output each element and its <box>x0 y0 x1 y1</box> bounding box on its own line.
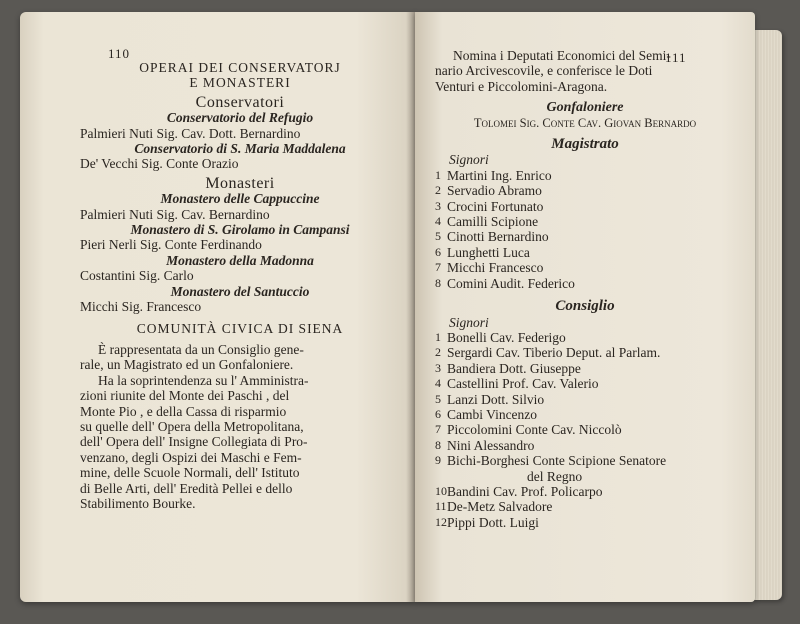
paragraph-line: Ha la soprintendenza su l' Amministra- <box>98 372 309 388</box>
item-name: Comini Audit. Federico <box>447 275 575 291</box>
item-number: 4 <box>435 376 441 391</box>
list-item <box>435 407 735 422</box>
person-name: De' Vecchi Sig. Conte Orazio <box>80 156 239 172</box>
paragraph-line: su quelle dell' Opera della Metropolitana, <box>80 418 304 434</box>
right-page <box>415 12 755 602</box>
list-item <box>435 168 735 183</box>
list-item <box>435 422 735 437</box>
item-number: 5 <box>435 391 441 406</box>
consiglio-signori: Signori <box>449 314 489 330</box>
monasteri-list <box>80 191 400 314</box>
item-number: 6 <box>435 406 441 421</box>
item-number: 3 <box>435 360 441 375</box>
paragraph-line: mine, delle Scuole Normali, dell' Istituto <box>80 465 300 481</box>
item-number: 11 <box>435 499 447 514</box>
item-name: Servadio Abramo <box>447 183 542 199</box>
item-name: Lunghetti Luca <box>447 244 530 260</box>
item-name: Bonelli Cav. Federigo <box>447 329 566 345</box>
item-number: 2 <box>435 183 441 198</box>
institution-name: Monastero delle Cappuccine <box>160 191 320 207</box>
person-name: Palmieri Nuti Sig. Cav. Dott. Bernardino <box>80 125 301 141</box>
paragraph-line: È rappresentata da un Consiglio gene- <box>98 341 304 357</box>
list-item <box>435 453 735 468</box>
page-number-right: 111 <box>665 50 687 65</box>
left-page-content <box>80 42 400 511</box>
item-name: Castellini Prof. Cav. Valerio <box>447 376 599 392</box>
list-item <box>435 330 735 345</box>
list-item <box>435 438 735 453</box>
item-number: 7 <box>435 260 441 275</box>
list-item <box>435 276 735 291</box>
paragraph-line: zioni riunite del Monte dei Paschi , del <box>80 388 290 404</box>
gonfaloniere-name: Tolomei Sig. Conte Cav. Giovan Bernardo <box>473 115 697 130</box>
item-name: De-Metz Salvadore <box>447 499 553 515</box>
list-item <box>435 214 735 229</box>
list-item <box>435 469 735 484</box>
paragraph-line: di Belle Arti, dell' Eredità Pellei e dello <box>80 480 293 496</box>
person-name: Palmieri Nuti Sig. Cav. Bernardino <box>80 206 270 222</box>
paragraph-line: rale, un Magistrato ed un Gonfaloniere. <box>80 357 294 373</box>
comunita-title: COMUNITÀ CIVICA DI SIENA <box>136 320 344 336</box>
item-name: Bandiera Dott. Giuseppe <box>447 360 581 376</box>
item-number: 12 <box>435 514 447 529</box>
list-item <box>435 260 735 275</box>
list-item <box>435 484 735 499</box>
list-item <box>435 229 735 244</box>
institution-name: Conservatorio di S. Maria Maddalena <box>134 141 346 157</box>
item-number: 8 <box>435 275 441 290</box>
section-title: OPERAI DEI CONSERVATORJ <box>139 60 341 75</box>
item-name: Nini Alessandro <box>447 437 535 453</box>
item-number: 10 <box>435 483 447 498</box>
item-number: 1 <box>435 167 441 182</box>
intro-paragraph <box>435 48 735 94</box>
person-name: Pieri Nerli Sig. Conte Ferdinando <box>80 237 262 253</box>
page-edges <box>752 30 782 600</box>
person-name: Micchi Sig. Francesco <box>80 299 202 315</box>
institution-name: Monastero di S. Girolamo in Campansi <box>130 222 350 238</box>
item-name: Pippi Dott. Luigi <box>447 514 539 530</box>
item-name: Piccolomini Conte Cav. Niccolò <box>447 422 622 438</box>
list-item <box>435 499 735 514</box>
item-number: 7 <box>435 422 441 437</box>
list-item <box>435 245 735 260</box>
item-name: Sergardi Cav. Tiberio Deput. al Parlam. <box>447 345 661 361</box>
open-book <box>14 12 789 612</box>
heading-monasteri: Monasteri <box>205 174 275 192</box>
intro-line: nario Arcivescovile, e conferisce le Doti <box>435 63 653 79</box>
item-name: Micchi Francesco <box>447 260 544 276</box>
item-name: Cambi Vincenzo <box>447 406 538 422</box>
paragraph-line: Monte Pio , e della Cassa di risparmio <box>80 403 287 419</box>
item-name: Lanzi Dott. Silvio <box>447 391 545 407</box>
heading-magistrato: Magistrato <box>551 136 619 153</box>
intro-line: Venturi e Piccolomini-Aragona. <box>435 78 608 94</box>
consiglio-list <box>435 330 735 530</box>
list-item <box>435 183 735 198</box>
item-number <box>435 469 447 484</box>
intro-line: Nomina i Deputati Economici del Semi- <box>453 48 671 63</box>
item-number: 8 <box>435 437 441 452</box>
list-item <box>435 345 735 360</box>
item-number: 5 <box>435 229 441 244</box>
item-name: del Regno <box>527 468 583 484</box>
left-page <box>20 12 415 602</box>
item-name: Bandini Cav. Prof. Policarpo <box>447 483 603 499</box>
paragraph-line: Stabilimento Bourke. <box>80 495 196 511</box>
magistrato-signori: Signori <box>449 152 489 168</box>
magistrato-list <box>435 168 735 291</box>
item-name: Crocini Fortunato <box>447 198 544 214</box>
conservatori-list <box>80 110 400 172</box>
paragraph-line: dell' Opera dell' Insigne Collegiata di Pro- <box>80 434 308 450</box>
item-number: 3 <box>435 198 441 213</box>
list-item <box>435 199 735 214</box>
item-number: 4 <box>435 214 441 229</box>
item-number: 9 <box>435 453 441 468</box>
institution-name: Monastero della Madonna <box>166 252 314 268</box>
institution-name: Conservatorio del Refugio <box>166 110 314 126</box>
item-name: Camilli Scipione <box>447 214 539 230</box>
item-number: 1 <box>435 329 441 344</box>
item-name: Martini Ing. Enrico <box>447 167 552 183</box>
heading-consiglio: Consiglio <box>555 298 615 315</box>
list-item <box>435 515 735 530</box>
institution-name: Monastero del Santuccio <box>170 283 310 299</box>
list-item <box>435 392 735 407</box>
item-name: Bichi-Borghesi Conte Scipione Senatore <box>447 453 667 469</box>
item-name: Cinotti Bernardino <box>447 229 549 245</box>
heading-conservatori: Conservatori <box>195 93 285 111</box>
page-number-left: 110 <box>108 46 131 61</box>
list-item <box>435 361 735 376</box>
list-item <box>435 376 735 391</box>
heading-gonfaloniere: Gonfaloniere <box>546 100 624 116</box>
person-name: Costantini Sig. Carlo <box>80 268 194 284</box>
comunita-paragraphs <box>80 342 400 511</box>
item-number: 6 <box>435 244 441 259</box>
paragraph-line: venzano, degli Ospizi dei Maschi e Fem- <box>80 449 302 465</box>
item-number: 2 <box>435 345 441 360</box>
right-page-content <box>435 48 735 530</box>
section-title-line2: E MONASTERI <box>189 75 291 91</box>
